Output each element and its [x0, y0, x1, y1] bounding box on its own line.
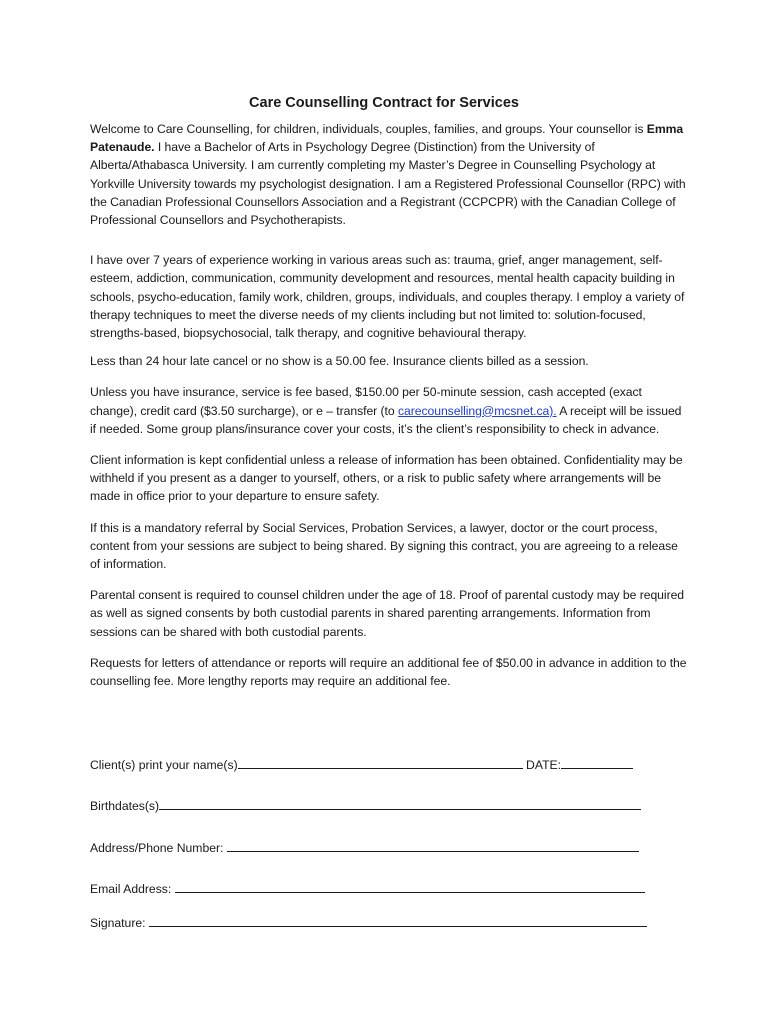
fees-text-start: Unless you have insurance, service is fee based, $150.00 per 50-minute session, cash accepted (exact change), credit card ($3.50 surcharge), or e – transfer (to: [90, 385, 642, 418]
parental-consent-paragraph: Parental consent is required to counsel children under the age of 18. Proof of parental custody may be required as well as signed consents by both custodial parents in shared parenting arrangements. Information from sessions can be shared with both custodial parents.: [90, 588, 685, 639]
counsellor-name: Emma Patenaude.: [90, 122, 684, 155]
page-title: Care Counselling Contract for Services: [249, 95, 519, 111]
client-name-label: Client(s) print your name(s): [90, 758, 238, 772]
letters-paragraph: Requests for letters of attendance or reports will require an additional fee of $50.00 in advance in addition to the counselling fee. More lengthy reports may require an additional fee.: [90, 655, 687, 689]
signature-label: Signature:: [90, 916, 149, 930]
address-phone-label: Address/Phone Number:: [90, 841, 227, 855]
fees-paragraph: [90, 383, 690, 438]
email-label: Email Address:: [90, 882, 175, 896]
date-label: DATE:: [522, 758, 562, 772]
intro-text-end: I have a Bachelor of Arts in Psychology Degree (Distinction) from the University of Alberta/Athabasca University. I am currently completing my Master’s Degree in Counselling Psychology at Yorkville University towards my psychologist designation. I am a Registered Professional Counsellor (RPC) with the Canadian Professional Counsellors Association and a Registrant (CCPCPR) with the Canadian College of Professional Counsellors and Psychotherapists.: [90, 140, 686, 228]
birthdates-label: Birthdates(s): [90, 799, 160, 813]
experience-paragraph: I have over 7 years of experience working in various areas such as: trauma, grief, anger management, self-esteem, addiction, communication, community development and resources, mental health capacity building in schools, psycho-education, family work, children, groups, individuals, and couples therapy. I employ a variety of therapy techniques to meet the diverse needs of my clients including but not limited to: solution-focused, strengths-based, biopsychosocial, talk therapy, and cognitive behavioural therapy.: [90, 253, 685, 341]
email-blank[interactable]: [175, 880, 645, 893]
intro-paragraph: [90, 120, 690, 229]
intro-text-start: Welcome to Care Counselling, for children, individuals, couples, families, and groups. Your counsellor is: [90, 122, 647, 136]
late-cancel-paragraph: Less than 24 hour late cancel or no show is a 50.00 fee. Insurance clients billed as a session.: [90, 354, 589, 369]
signature-blank[interactable]: [149, 914, 647, 927]
birthdates-field[interactable]: [90, 797, 641, 815]
client-name-field[interactable]: [90, 756, 633, 774]
email-link[interactable]: carecounselling@mcsnet.ca).: [397, 403, 557, 418]
email-field[interactable]: [90, 880, 645, 898]
date-blank[interactable]: [561, 756, 633, 769]
contract-page: [90, 95, 690, 703]
address-phone-blank[interactable]: [227, 839, 639, 852]
birthdates-blank[interactable]: [159, 797, 641, 810]
address-phone-field[interactable]: [90, 839, 639, 857]
fees-text-end: A receipt will be issued if needed. Some group plans/insurance cover your costs, it’s the client’s responsibility to check in advance.: [90, 403, 682, 436]
confidentiality-paragraph: Client information is kept confidential unless a release of information has been obtained. Confidentiality may be withheld if you present as a danger to yourself, others, or a risk to public safety where arrangements will be made in office prior to your departure to ensure safety.: [90, 453, 683, 504]
client-name-blank[interactable]: [238, 756, 523, 769]
signature-field[interactable]: [90, 914, 647, 932]
mandatory-referral-paragraph: If this is a mandatory referral by Social Services, Probation Services, a lawyer, doctor or the court process, content from your sessions are subject to being shared. By signing this contract, you are agreeing to a release of information.: [90, 520, 678, 572]
